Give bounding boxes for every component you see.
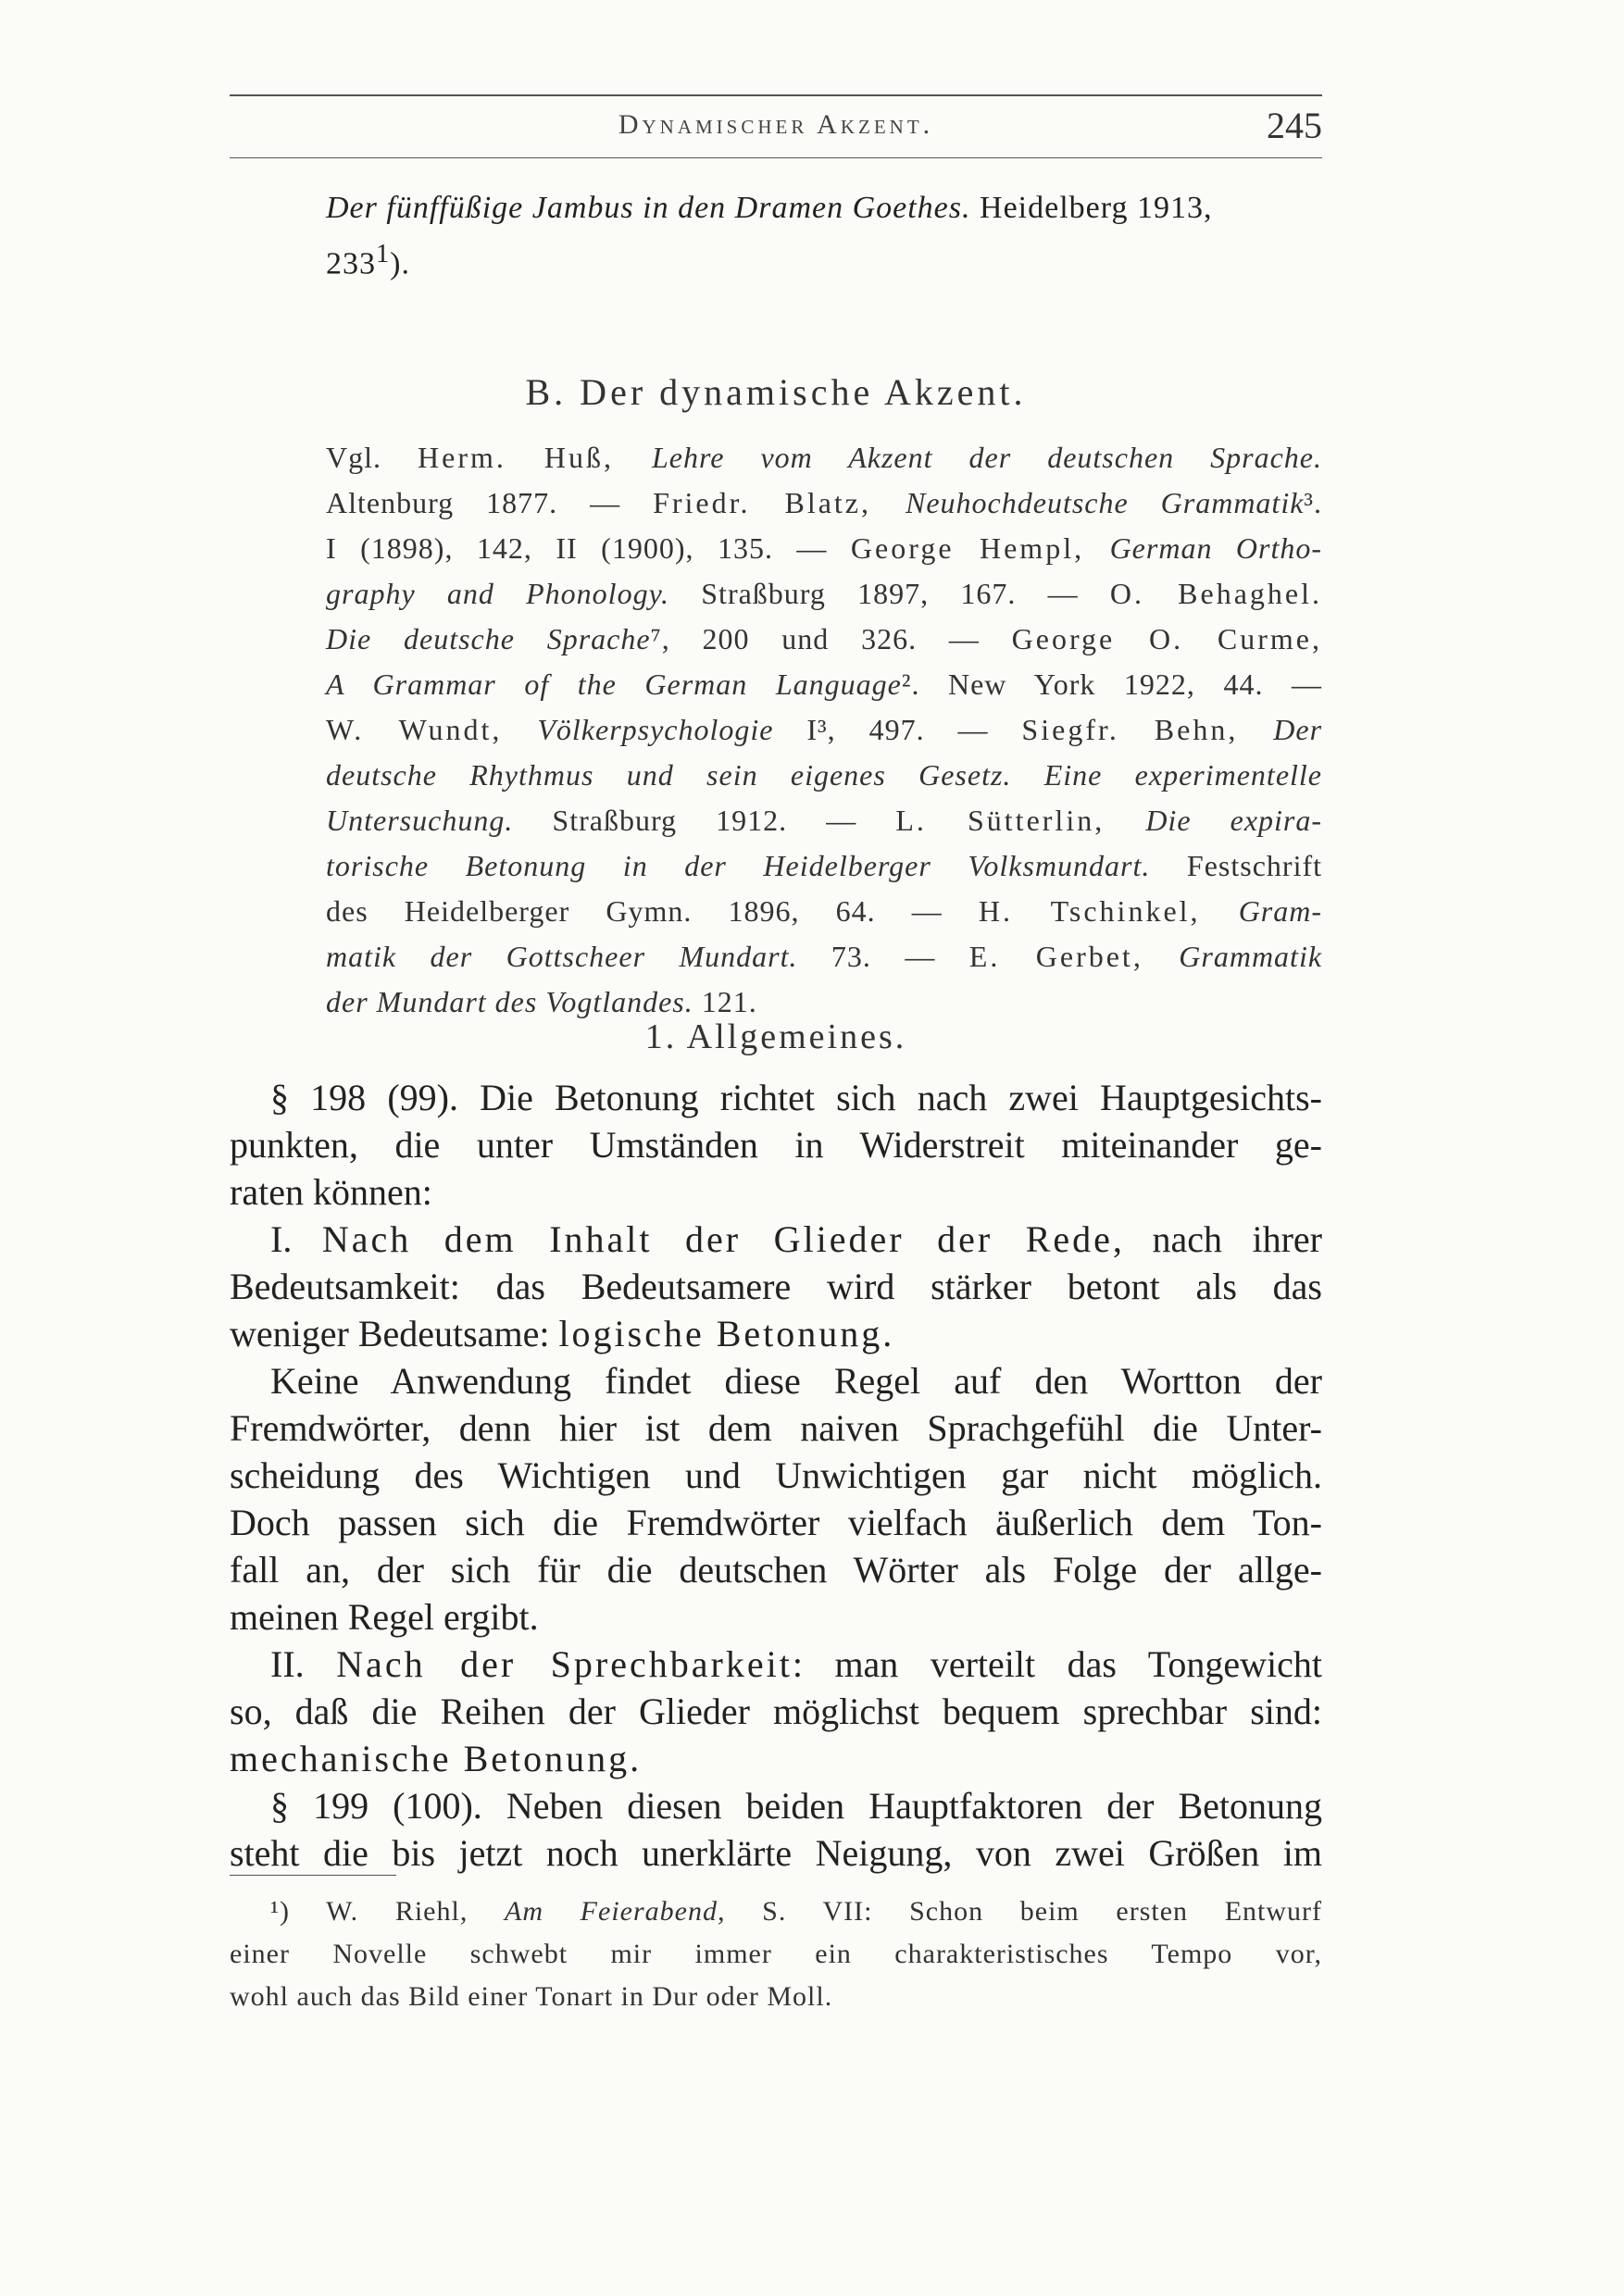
section-title: B. Der dynamische Akzent. [525, 371, 1027, 413]
italic-segment: Lehre vom Akzent der deutschen Sprache. [652, 441, 1323, 474]
text-segment: . [630, 1738, 640, 1779]
text-segment: Keine Anwendung findet diese Regel auf den Wortton der [270, 1360, 1322, 1402]
text-line [230, 1829, 1322, 1877]
text-segment: raten können: [230, 1171, 432, 1213]
page-number: 245 [1267, 105, 1322, 146]
text-line [230, 1688, 1322, 1735]
italic-segment: Am Feierabend, [505, 1896, 726, 1927]
text-line [230, 1168, 1322, 1216]
text-line [230, 1782, 1322, 1829]
text-segment: ⁷, 200 und 326. — [650, 622, 1012, 655]
spaced-term: W. Wundt, [326, 713, 538, 746]
text-segment: so, daß die Reihen der Glieder möglichst bequem sprechbar sind: [230, 1691, 1322, 1732]
italic-segment: German Ortho- [1109, 531, 1323, 565]
italic-segment: torische Betonung in der Heidelberger Volksmundart. [326, 849, 1151, 882]
italic-segment: Grammatik [1179, 940, 1323, 973]
spaced-term: E. Gerbet, [968, 940, 1180, 973]
italic-segment: deutsche Rhythmus und sein eigenes Gesetz. Eine experimentelle [326, 758, 1322, 792]
body-text [230, 1074, 1322, 1877]
text-segment: , nach ihrer [1112, 1218, 1323, 1260]
italic-segment: Völkerpsychologie [537, 713, 774, 746]
running-title: Dynamischer Akzent. [618, 109, 934, 140]
text-segment: Festschrift [1150, 849, 1323, 882]
text-line [230, 1641, 1322, 1688]
text-line [230, 1263, 1322, 1310]
text-segment: Straßburg 1912. — [513, 804, 896, 837]
italic-segment: Die expira- [1145, 804, 1323, 837]
text-segment: ³. [1304, 486, 1323, 519]
page-ref: 233 [326, 246, 376, 281]
text-segment: einer Novelle schwebt mir immer ein charakteristisches Tempo vor, [230, 1939, 1322, 1969]
text-segment: Altenburg 1877. — [326, 486, 654, 519]
work-title: Der fünffüßige Jambus in den Dramen Goethes. [326, 191, 971, 225]
spaced-term: Nach der Sprechbarkeit [336, 1643, 793, 1685]
text-line [230, 1121, 1322, 1168]
italic-segment: Die deutsche Sprache [326, 622, 651, 655]
italic-segment: Neuhochdeutsche Grammatik [905, 486, 1305, 519]
italic-segment: Der [1273, 713, 1323, 746]
bibliography-line [326, 571, 1322, 617]
spaced-term: H. Tschinkel, [978, 894, 1239, 928]
text-segment: Doch passen sich die Fremdwörter vielfach äußerlich dem Ton- [230, 1502, 1322, 1543]
text-line [230, 1933, 1322, 1976]
text-segment: meinen Regel ergibt. [230, 1596, 539, 1638]
bibliography-line [326, 526, 1322, 571]
text-segment: § 198 (99). Die Betonung richtet sich nach zwei Hauptgesichts- [270, 1077, 1322, 1118]
spaced-term: Nach dem Inhalt der Glieder der Rede [321, 1218, 1113, 1260]
bibliography-line [326, 480, 1322, 526]
text-segment: § 199 (100). Neben diesen beiden Hauptfaktoren der Betonung [270, 1785, 1322, 1827]
text-line [230, 1357, 1322, 1404]
spaced-term: George Hempl, [850, 531, 1110, 565]
header-rule-top [230, 94, 1322, 96]
text-segment: . [882, 1313, 893, 1354]
text-segment: : man verteilt das Tongewicht [792, 1643, 1323, 1685]
text-segment: II. [270, 1643, 337, 1685]
text-segment: punkten, die unter Umständen in Widerstreit miteinander ge- [230, 1124, 1322, 1166]
text-segment: Straßburg 1897, 167. — [669, 577, 1110, 610]
spaced-term: logische Betonung [558, 1313, 883, 1354]
spaced-term: Herm. Huß, [418, 441, 652, 474]
italic-segment: A Grammar of the German Language [326, 668, 902, 701]
text-line [230, 1499, 1322, 1546]
bibliography-line [326, 889, 1322, 934]
italic-segment: Untersuchung. [326, 804, 514, 837]
continuation-line [326, 231, 1322, 287]
running-head [230, 104, 1322, 154]
text-segment: I (1898), 142, II (1900), 135. — [326, 531, 851, 565]
text-segment: weniger Bedeutsame: [230, 1313, 559, 1354]
continuation-text [326, 185, 1322, 287]
text-line [230, 1452, 1322, 1499]
header-rule-bottom [230, 157, 1322, 158]
text-segment: des Heidelberger Gymn. 1896, 64. — [326, 894, 979, 928]
text-segment: steht die bis jetzt noch unerklärte Neigung, von zwei Größen im [230, 1832, 1322, 1874]
text-segment: scheidung des Wichtigen und Unwichtigen gar nicht möglich. [230, 1454, 1322, 1496]
text-line [230, 1890, 1322, 1933]
italic-segment: Gram- [1238, 894, 1323, 928]
text-line [230, 1310, 1322, 1357]
text-line [230, 1074, 1322, 1121]
continuation-line [326, 185, 1322, 231]
bibliography-line [326, 617, 1322, 662]
spaced-term: L. Sütterlin, [895, 804, 1146, 837]
spaced-term: Friedr. Blatz, [653, 486, 906, 519]
text-line [230, 1593, 1322, 1641]
text-line [230, 1546, 1322, 1593]
footnote-marker: 1 [376, 240, 391, 268]
text-segment: wohl auch das Bild einer Tonart in Dur oder Moll. [230, 1981, 833, 2012]
bibliography-line [326, 843, 1322, 889]
text-segment: ². New York 1922, 44. — [901, 668, 1323, 701]
bibliography-line [326, 435, 1322, 480]
text-segment: S. VII: Schon beim ersten Entwurf [725, 1896, 1323, 1927]
italic-segment: matik der Gottscheer Mundart. [326, 940, 798, 973]
text-line [230, 1216, 1322, 1263]
bibliography-line [326, 934, 1322, 980]
spaced-term: mechanische Betonung [230, 1738, 631, 1779]
text-segment: I³, 497. — [773, 713, 1022, 746]
text-line [230, 1976, 1322, 2018]
bibliography-line [326, 662, 1322, 707]
bibliography-line [326, 753, 1322, 798]
subsection-title: 1. Allgemeines. [644, 1017, 907, 1056]
text-segment: Vgl. [326, 441, 418, 474]
text-segment: 73. — [797, 940, 969, 973]
italic-segment: graphy and Phonology. [326, 577, 670, 610]
italic-segment: der Mundart des Vogtlandes. [326, 985, 693, 1018]
footnote-rule [230, 1875, 396, 1876]
footnotes [230, 1890, 1322, 2018]
publication-info: Heidelberg 1913, [970, 191, 1213, 225]
bibliography-line [326, 798, 1322, 843]
spaced-term: O. Behaghel. [1109, 577, 1323, 610]
text-segment: I. [270, 1218, 322, 1260]
spaced-term: Siegfr. Behn, [1021, 713, 1274, 746]
text-segment: ¹) W. Riehl, [270, 1896, 506, 1927]
text-segment: Fremdwörter, denn hier ist dem naiven Sprachgefühl die Unter- [230, 1407, 1322, 1449]
bibliography [326, 435, 1322, 1025]
page-ref-end: ). [390, 246, 410, 281]
bibliography-line [326, 707, 1322, 753]
spaced-term: George O. Curme, [1011, 622, 1322, 655]
text-segment: Bedeutsamkeit: das Bedeutsamere wird stärker betont als das [230, 1266, 1322, 1307]
text-line [230, 1404, 1322, 1452]
text-line [230, 1735, 1322, 1782]
text-segment: 121. [693, 985, 757, 1018]
text-segment: fall an, der sich für die deutschen Wörter als Folge der allge- [230, 1549, 1322, 1591]
